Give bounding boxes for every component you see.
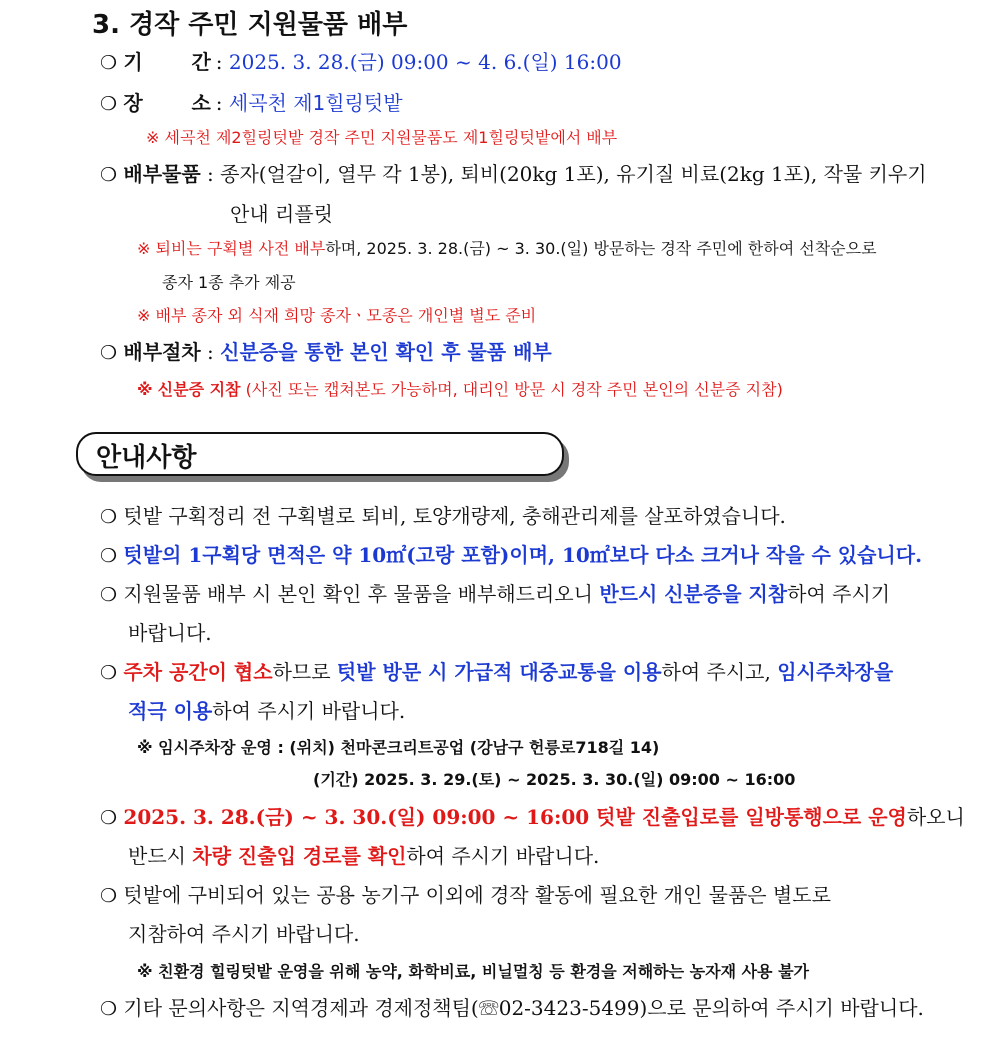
- notice-bullet-3: [100, 578, 890, 607]
- period-label: 기 간: [123, 50, 211, 74]
- notice-text-4-blue1: 텃밭 방문 시 가급적 대중교통을 이용: [336, 660, 662, 684]
- notice-text-3-blue: 반드시 신분증을 지참: [599, 582, 788, 606]
- note-rest: (사진 또는 캡쳐본도 가능하며, 대리인 방문 시 경작 주민 본인의 신분증 지참): [245, 380, 783, 399]
- bullet-icon: ❍: [100, 998, 118, 1020]
- notice-bullet-5: [100, 801, 965, 830]
- place-row: [100, 87, 403, 116]
- note-mark: ※: [137, 239, 151, 258]
- bullet-icon: ❍: [100, 807, 118, 829]
- period-row: [100, 46, 622, 75]
- note-black: 하며, 2025. 3. 28.(금) ~ 3. 30.(일) 방문하는 경작 주민에 한하여 선착순으로: [325, 239, 877, 258]
- section-heading: 3. 경작 주민 지원물품 배부: [92, 10, 408, 40]
- procedure-sep: :: [207, 340, 214, 364]
- notice-text-4a: 하므로: [272, 660, 331, 684]
- notice-text-4-blue3: 적극 이용: [128, 699, 213, 723]
- notice-text-4c: 하여 주시기 바랍니다.: [212, 699, 406, 723]
- bullet-icon: ❍: [100, 93, 118, 115]
- notice-bullet-2: [100, 539, 922, 568]
- notice-text-2: 텃밭의 1구획당 면적은 약 10㎡(고랑 포함)이며, 10㎡보다 다소 크거나 작을 수 있습니다.: [123, 543, 923, 567]
- items-note1: [137, 236, 877, 259]
- note-mark: ※: [137, 380, 153, 399]
- notice-text-1: 텃밭 구획정리 전 구획별로 퇴비, 토양개량제, 충해관리제를 살포하였습니다.: [123, 504, 786, 528]
- notice-text-5a: 하오니: [906, 805, 965, 829]
- items-line1: 종자(얼갈이, 열무 각 1봉), 퇴비(20kg 1포), 유기질 비료(2kg 1포), 작물 키우기: [220, 162, 927, 186]
- notice-bullet-1: [100, 500, 786, 529]
- place-value: 세곡천 제1힐링텃밭: [228, 91, 403, 115]
- notice-text-5-red1: 2025. 3. 28.(금) ~ 3. 30.(일) 09:00 ~ 16:00 텃밭 진출입로를 일방통행으로 운영: [123, 805, 907, 829]
- notice-title: 안내사항: [96, 443, 197, 473]
- period-sep: :: [215, 50, 223, 74]
- notice-text-5c: 하여 주시기 바랍니다.: [406, 844, 600, 868]
- place-label: 장 소: [123, 91, 211, 115]
- notice-text-4-red: 주차 공간이 협소: [123, 660, 273, 684]
- items-sep: :: [207, 162, 214, 186]
- notice-text-6-line2: 지참하여 주시기 바랍니다.: [128, 922, 360, 946]
- note-bold: 신분증 지참: [157, 380, 241, 399]
- notice-text-5b: 반드시: [128, 844, 186, 868]
- bullet-icon: ❍: [100, 584, 118, 606]
- notice-bullet-4: [100, 656, 893, 685]
- notice-bullet-7: [100, 992, 924, 1021]
- notice-text-3a: 지원물품 배부 시 본인 확인 후 물품을 배부해드리오니: [123, 582, 593, 606]
- place-note: ※ 세곡천 제2힐링텃밭 경작 주민 지원물품도 제1힐링텃밭에서 배부: [146, 128, 618, 147]
- eco-note: ※ 친환경 힐링텃밭 운영을 위해 농약, 화학비료, 비닐멀칭 등 환경을 저해하는 농자재 사용 불가: [137, 962, 809, 981]
- bullet-icon: ❍: [100, 506, 118, 528]
- bullet-icon: ❍: [100, 342, 118, 364]
- bullet-icon: ❍: [100, 662, 118, 684]
- items-line2: 안내 리플릿: [230, 202, 333, 226]
- bullet-icon: ❍: [100, 545, 118, 567]
- notice-banner: [76, 432, 564, 476]
- procedure-note: [137, 377, 783, 400]
- period-value: 2025. 3. 28.(금) 09:00 ~ 4. 6.(일) 16:00: [228, 50, 622, 74]
- notice-text-7: 기타 문의사항은 지역경제과 경제정책팀(☏02-3423-5499)으로 문의하여 주시기 바랍니다.: [123, 996, 924, 1020]
- items-label: 배부물품: [123, 162, 201, 186]
- procedure-value: 신분증을 통한 본인 확인 후 물품 배부: [220, 340, 552, 364]
- items-note1-line2: 종자 1종 추가 제공: [162, 273, 296, 292]
- notice-text-5-line2: [128, 840, 599, 869]
- items-note2: ※ 배부 종자 외 식재 희망 종자ㆍ모종은 개인별 별도 준비: [137, 306, 537, 325]
- notice-text-4b: 하여 주시고,: [661, 660, 771, 684]
- notice-text-4-blue2: 임시주차장을: [777, 660, 894, 684]
- procedure-row: [100, 336, 552, 365]
- notice-text-3-line2: 바랍니다.: [128, 621, 212, 645]
- bullet-icon: ❍: [100, 52, 118, 74]
- procedure-label: 배부절차: [123, 340, 201, 364]
- bullet-icon: ❍: [100, 885, 118, 907]
- notice-text-4-line2: [128, 695, 405, 724]
- parking-note-1: ※ 임시주차장 운영 : (위치) 천마콘크리트공업 (강남구 헌릉로718길 14): [137, 738, 660, 757]
- parking-note-2: (기간) 2025. 3. 29.(토) ~ 2025. 3. 30.(일) 09:00 ~ 16:00: [313, 770, 796, 789]
- notice-text-6a: 텃밭에 구비되어 있는 공용 농기구 이외에 경작 활동에 필요한 개인 물품은 별도로: [123, 883, 831, 907]
- notice-text-5-red2: 차량 진출입 경로를 확인: [192, 844, 407, 868]
- notice-text-3b: 하여 주시기: [787, 582, 891, 606]
- place-sep: :: [215, 91, 223, 115]
- notice-bullet-6: [100, 879, 831, 908]
- note-red: 퇴비는 구획별 사전 배부: [155, 239, 326, 258]
- items-row: [100, 158, 927, 187]
- bullet-icon: ❍: [100, 164, 118, 186]
